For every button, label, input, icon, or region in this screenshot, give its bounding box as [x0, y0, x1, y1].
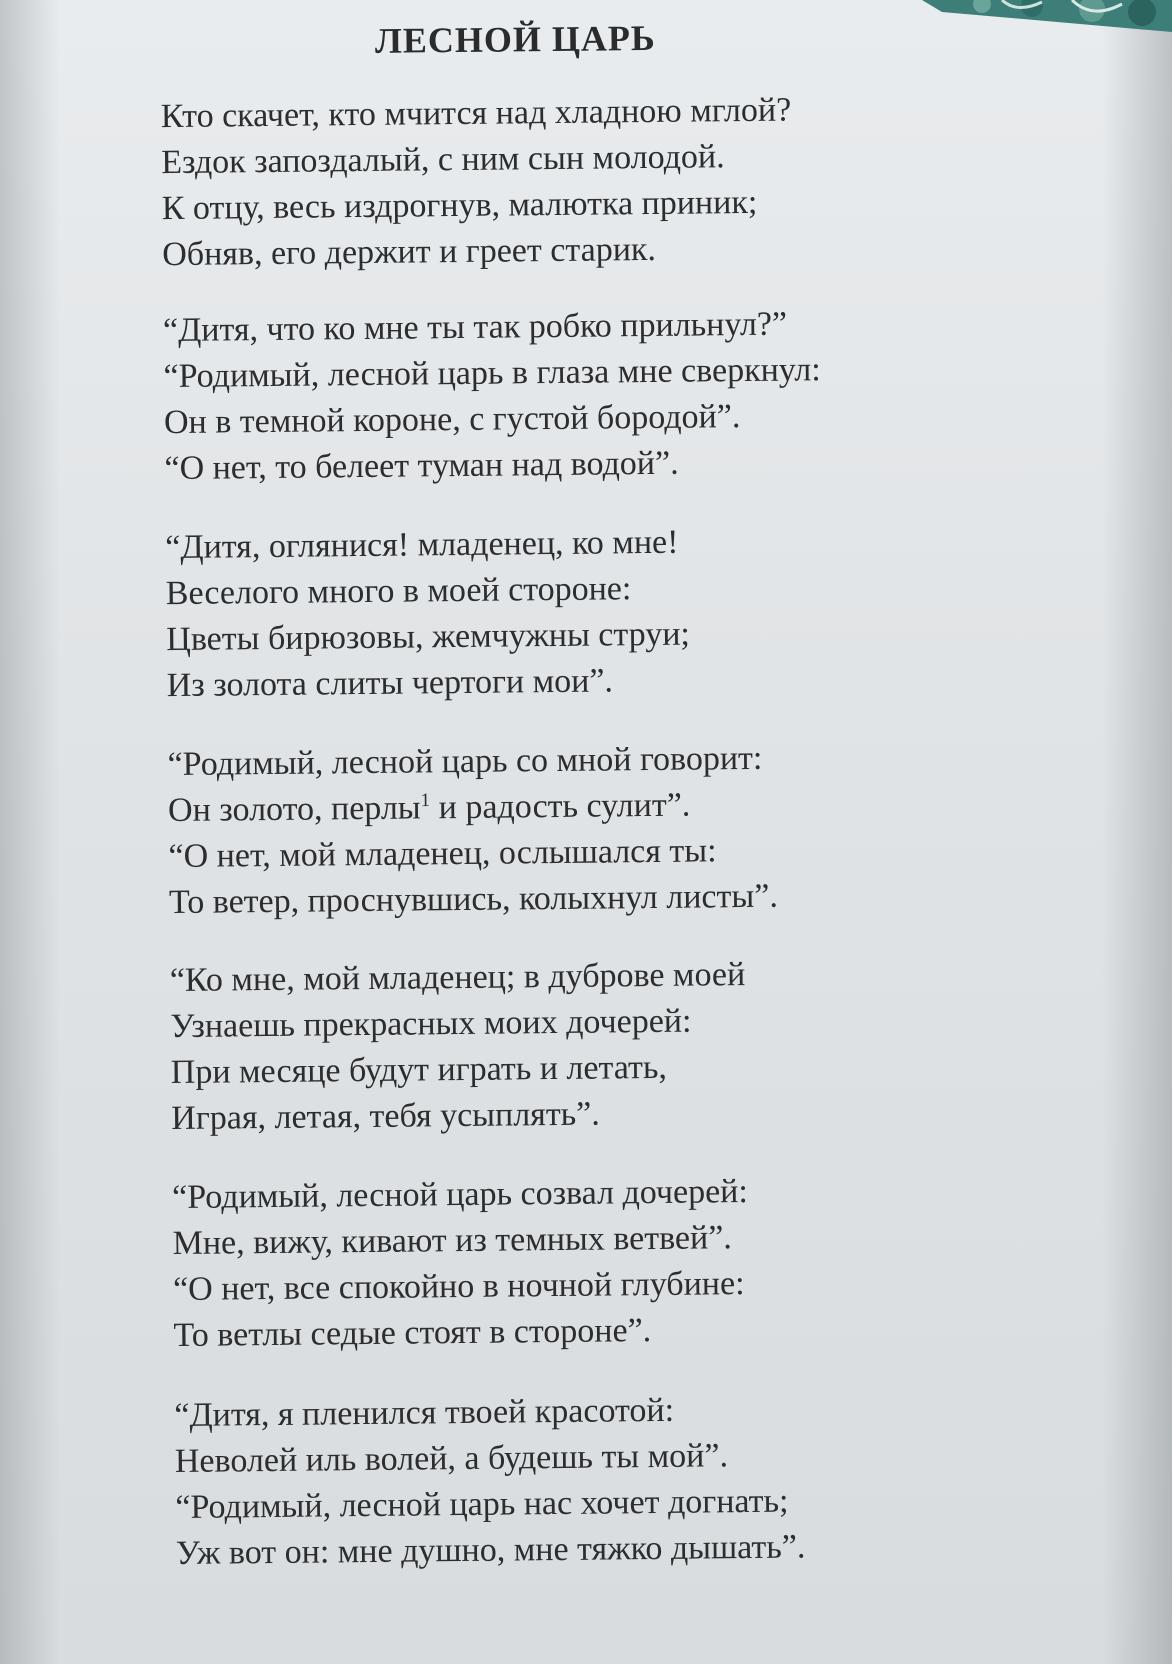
poem-line-part: и радость сулит”. [429, 786, 691, 827]
poem-line: Из золота слиты чертоги мои”. [166, 662, 614, 705]
poem-title: ЛЕСНОЙ ЦАРЬ [374, 17, 656, 61]
poem-line: Уж вот он: мне душно, мне тяжко дышать”. [175, 1528, 806, 1573]
poem-line: Мне, вижу, кивают из темных ветвей”. [172, 1219, 733, 1263]
poem-line: Кто скачет, кто мчится над хладною мглой? [160, 91, 792, 136]
poem-line: “Дитя, что ко мне ты так робко прильнул?” [162, 305, 788, 350]
stanza-6 [172, 1165, 1134, 1359]
poem-line: “Родимый, лесной царь в глаза мне сверкнул: [163, 351, 821, 396]
footnote-marker: 1 [420, 789, 431, 812]
poem-line: “Дитя, оглянися! младенец, ко мне! [165, 523, 679, 567]
stanza-1 [161, 84, 1123, 278]
poem-line: То ветер, проснувшись, колыхнул листы”. [168, 877, 779, 922]
poem-line: “О нет, все спокойно в ночной глубине: [172, 1265, 745, 1309]
stanza-2 [163, 298, 1125, 492]
poem-line: Веселого много в моей стороне: [165, 570, 632, 613]
poem-line: “Дитя, я пленился твоей красотой: [174, 1391, 675, 1435]
poem-line: Ездок запоздалый, с ним сын молодой. [161, 138, 725, 182]
stanza-4 [167, 732, 1129, 926]
poem-line: Он в темной короне, с густой бородой”. [163, 398, 741, 442]
poem-line: Обняв, его держит и греет старик. [162, 230, 657, 274]
stanza-5 [170, 948, 1132, 1142]
poem-line: К отцу, весь издрогнув, малютка приник; [161, 183, 758, 228]
poem-line: “Ко мне, мой младенец; в дуброве моей [169, 956, 746, 1000]
poem-line: “О нет, мой младенец, ослышался ты: [168, 832, 717, 876]
poem-line: Узнаешь прекрасных моих дочерей: [170, 1002, 692, 1046]
poem-line-part: Он золото, перлы [167, 789, 421, 830]
poem-line: “О нет, то белеет туман над водой”. [164, 444, 679, 488]
poem-line: При месяце будут играть и летать, [170, 1048, 668, 1092]
poem-line: “Родимый, лесной царь нас хочет догнать; [175, 1482, 789, 1527]
poem-line: Цветы бирюзовы, жемчужны струи; [166, 615, 691, 659]
stanza-7 [174, 1383, 1136, 1577]
poem-line: “Родимый, лесной царь со мной говорит: [167, 739, 763, 784]
poem-line: Неволей иль волей, а будешь ты мой”. [174, 1437, 729, 1481]
poem-line: Играя, летая, тебя усыплять”. [171, 1095, 600, 1138]
poem-line: То ветлы седые стоят в стороне”. [173, 1312, 652, 1355]
stanza-3 [165, 515, 1127, 709]
poem-line: “Родимый, лесной царь созвал дочерей: [171, 1173, 749, 1217]
